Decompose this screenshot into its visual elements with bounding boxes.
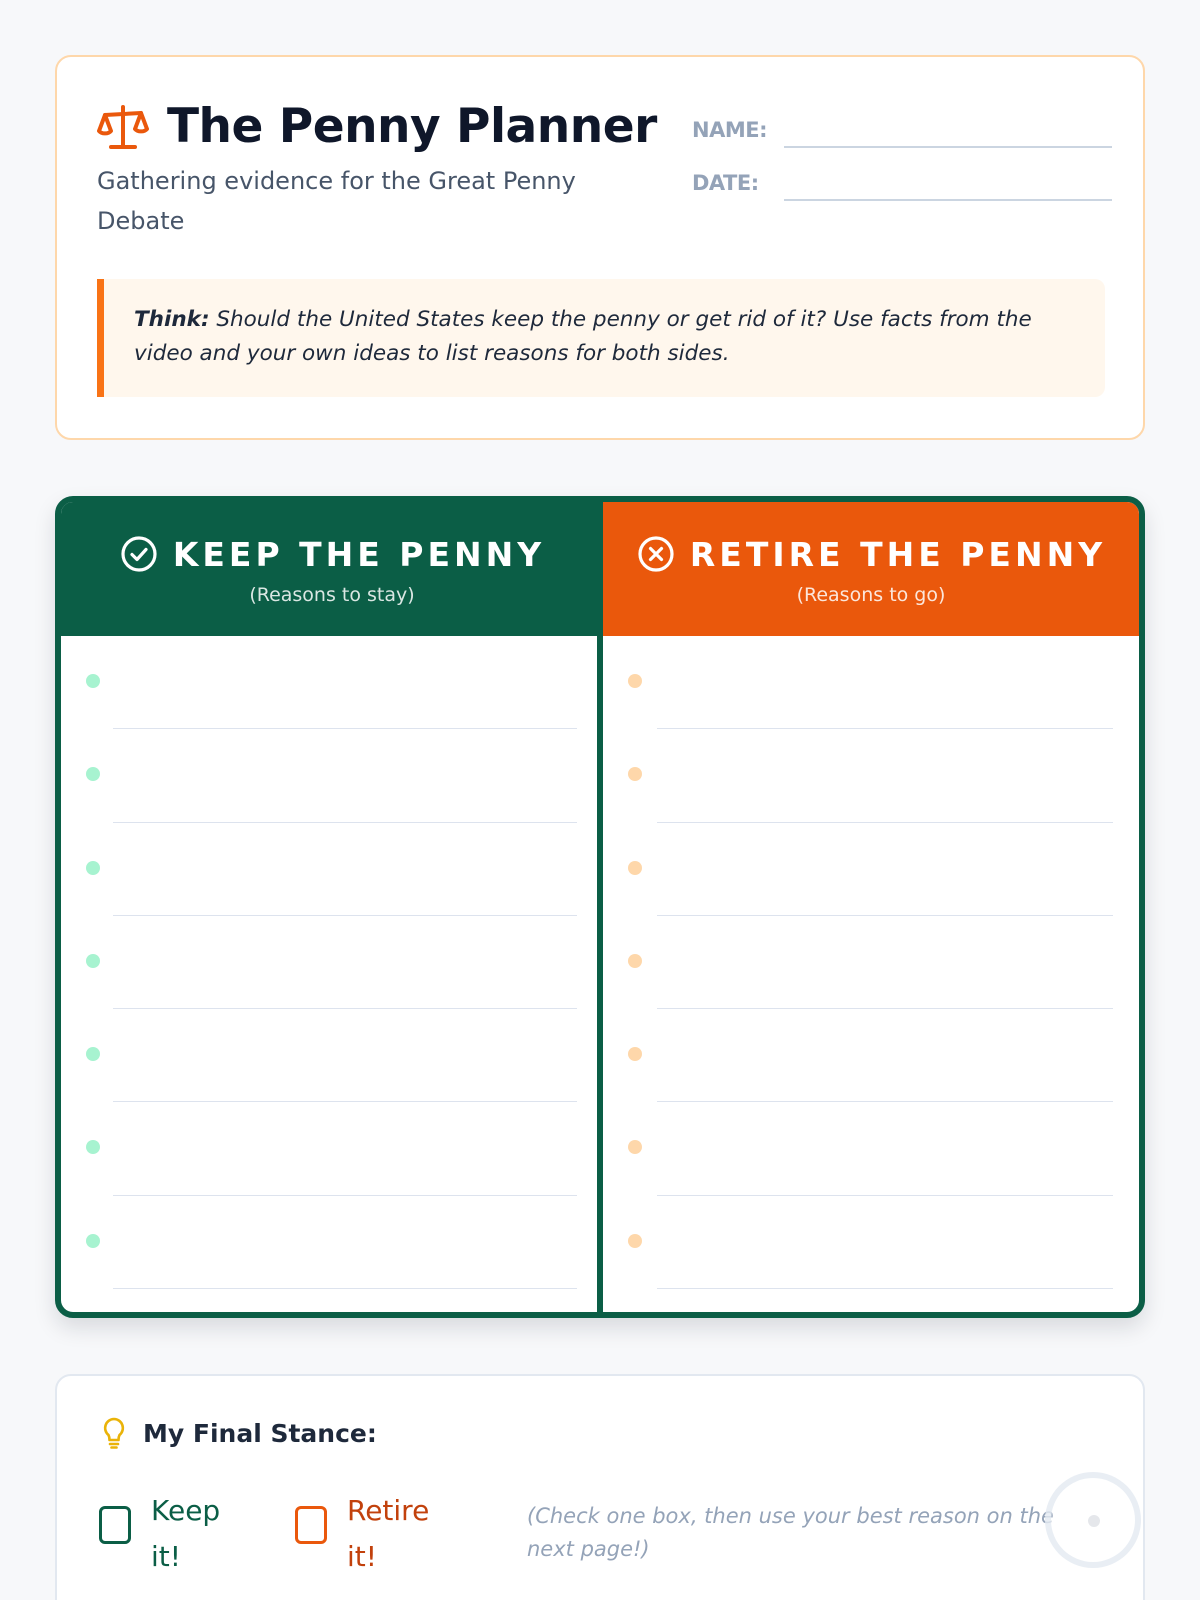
retire-column	[603, 502, 1139, 1312]
keep-reason-row[interactable]	[61, 636, 603, 729]
keep-column	[61, 502, 603, 1312]
retire-reason-row[interactable]	[603, 1196, 1139, 1289]
bullet-dot-icon	[628, 861, 642, 875]
writing-line[interactable]	[113, 1288, 577, 1289]
keep-reason-row[interactable]	[61, 1102, 603, 1195]
keep-option-label: Keep it!	[151, 1494, 221, 1573]
bullet-dot-icon	[86, 1140, 100, 1154]
final-stance-card	[55, 1374, 1145, 1600]
bullet-dot-icon	[628, 1140, 642, 1154]
retire-column-header	[603, 502, 1139, 636]
keep-column-header	[61, 502, 603, 636]
retire-column-title: RETIRE THE PENNY	[689, 534, 1107, 574]
keep-reason-row[interactable]	[61, 1009, 603, 1102]
retire-reason-row[interactable]	[603, 729, 1139, 822]
keep-option[interactable]	[99, 1488, 241, 1580]
stance-note: (Check one box, then use your best reason on the next page!)	[527, 1504, 1054, 1561]
keep-column-title: KEEP THE PENNY	[172, 534, 546, 574]
bullet-dot-icon	[86, 954, 100, 968]
retire-option-label: Retire it!	[347, 1494, 430, 1573]
retire-reason-row[interactable]	[603, 823, 1139, 916]
bullet-dot-icon	[86, 767, 100, 781]
bullet-dot-icon	[628, 1047, 642, 1061]
bullet-dot-icon	[86, 1234, 100, 1248]
retire-checkbox[interactable]	[295, 1506, 327, 1544]
page-subtitle: Gathering evidence for the Great Penny Debate	[97, 167, 576, 235]
keep-rows	[61, 636, 603, 1289]
floating-action-button[interactable]	[1045, 1472, 1141, 1568]
retire-reason-row[interactable]	[603, 1009, 1139, 1102]
header-card	[55, 55, 1145, 440]
bullet-dot-icon	[628, 767, 642, 781]
stance-heading	[99, 1416, 377, 1450]
bullet-dot-icon	[628, 674, 642, 688]
title-row	[97, 99, 657, 154]
think-label: Think:	[134, 307, 210, 332]
keep-column-subtitle: (Reasons to stay)	[249, 584, 415, 606]
bullet-dot-icon	[86, 674, 100, 688]
keep-reason-row[interactable]	[61, 916, 603, 1009]
lightbulb-icon	[99, 1416, 129, 1450]
name-date-fields	[692, 97, 1112, 203]
stance-title: My Final Stance:	[143, 1418, 377, 1448]
retire-reason-row[interactable]	[603, 1102, 1139, 1195]
date-field[interactable]	[784, 171, 1112, 201]
scale-icon	[97, 101, 149, 153]
think-prompt	[97, 279, 1105, 397]
writing-line[interactable]	[657, 1288, 1113, 1289]
fab-dot-icon	[1088, 1515, 1100, 1527]
think-text: Should the United States keep the penny or get rid of it? Use facts from the video and your own ideas to list reasons for both sides.	[134, 307, 1032, 366]
x-circle-icon	[636, 534, 676, 574]
check-circle-icon	[119, 534, 159, 574]
bullet-dot-icon	[628, 954, 642, 968]
page-title: The Penny Planner	[167, 99, 657, 154]
keep-checkbox[interactable]	[99, 1506, 131, 1544]
t-chart	[55, 496, 1145, 1318]
name-label: NAME:	[692, 118, 767, 142]
keep-reason-row[interactable]	[61, 1196, 603, 1289]
retire-option[interactable]	[295, 1488, 437, 1580]
retire-rows	[603, 636, 1139, 1289]
bullet-dot-icon	[86, 1047, 100, 1061]
retire-column-subtitle: (Reasons to go)	[796, 584, 946, 606]
date-label: DATE:	[692, 171, 759, 195]
name-field[interactable]	[784, 118, 1112, 148]
bullet-dot-icon	[628, 1234, 642, 1248]
retire-reason-row[interactable]	[603, 916, 1139, 1009]
bullet-dot-icon	[86, 861, 100, 875]
retire-reason-row[interactable]	[603, 636, 1139, 729]
keep-reason-row[interactable]	[61, 729, 603, 822]
keep-reason-row[interactable]	[61, 823, 603, 916]
